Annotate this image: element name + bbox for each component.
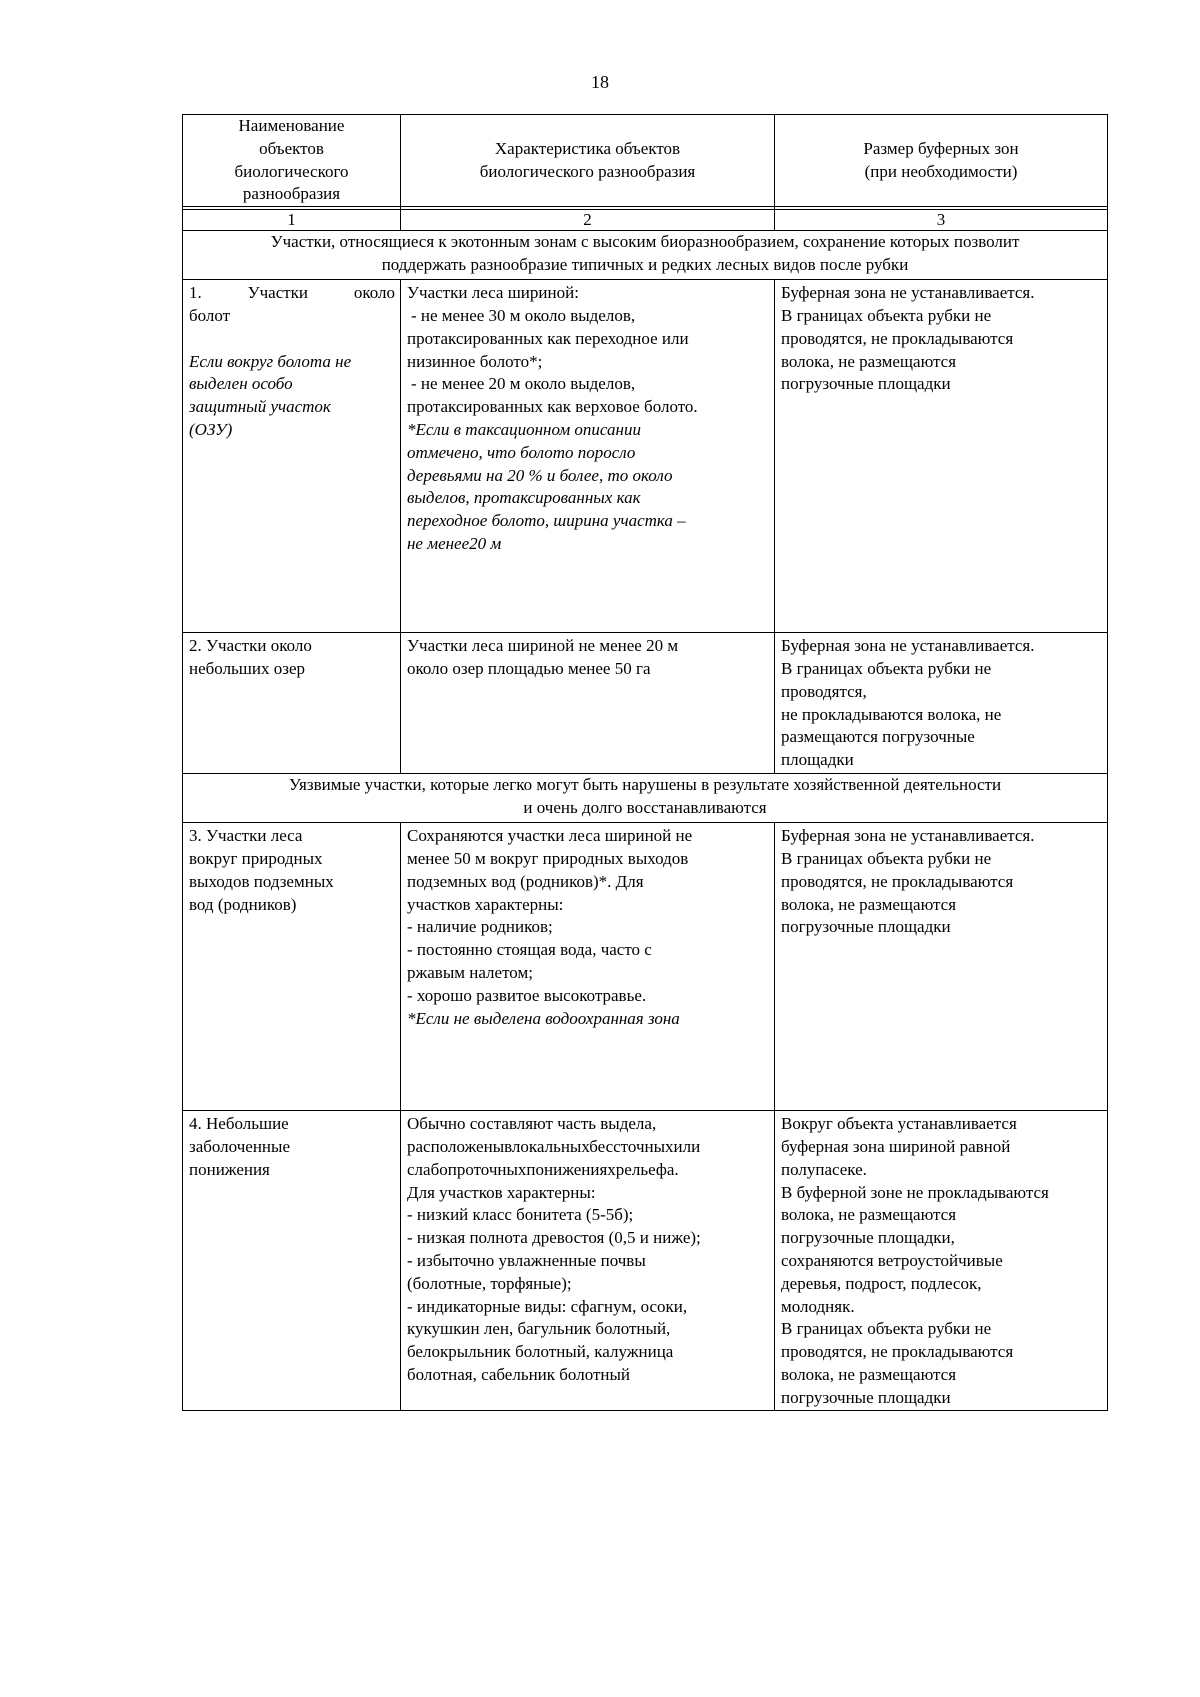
row-buffer-cell: Вокруг объекта устанавливается буферная зона шириной равной полупасеке. В буферной зоне не прокладываются волока, не размещаются погрузочные площадки, сохраняются ветроустойчивые деревья, подрост, подлесок, молодняк. В границах объекта рубки не проводятся, не прокладываются волока, не размещаются погрузочные площадки xyxy=(775,1111,1108,1411)
row-characteristics-cell: Сохраняются участки леса шириной не менее 50 м вокруг природных выходов подземных вод (родников)*. Для участков характерны: - наличие родников; - постоянно стоящая вода, часто с ржавым налетом; - хорошо развитое высокотравье. *Если не выделена водоохранная зона xyxy=(401,823,775,1111)
table-row xyxy=(183,823,1108,1111)
column-number: 2 xyxy=(401,210,775,231)
column-numbers-row xyxy=(183,210,1108,231)
row-name-cell: 2. Участки около небольших озер xyxy=(183,633,401,774)
column-number: 1 xyxy=(183,210,401,231)
table-header-row xyxy=(183,115,1108,207)
row-buffer-cell: Буферная зона не устанавливается. В границах объекта рубки не проводятся, не прокладываются волока, не размещаются погрузочные площадки xyxy=(775,280,1108,633)
page-number: 18 xyxy=(591,72,609,92)
row-characteristics-cell: Участки леса шириной не менее 20 м около озер площадью менее 50 га xyxy=(401,633,775,774)
column-number: 3 xyxy=(775,210,1108,231)
header-characteristics: Характеристика объектов биологического разнообразия xyxy=(401,115,775,207)
biodiversity-table xyxy=(182,114,1108,1411)
section-heading-vulnerable: Уязвимые участки, которые легко могут быть нарушены в результате хозяйственной деятельности и очень долго восстанавливаются xyxy=(183,774,1108,823)
row-name-cell: 1. Участки около болот Если вокруг болота не выделен особо защитный участок (ОЗУ) xyxy=(183,280,401,633)
row-name-cell: 3. Участки леса вокруг природных выходов подземных вод (родников) xyxy=(183,823,401,1111)
table-row xyxy=(183,633,1108,774)
header-buffer-size: Размер буферных зон (при необходимости) xyxy=(775,115,1108,207)
section-heading-ecotone: Участки, относящиеся к экотонным зонам с высоким биоразнообразием, сохранение которых позволит поддержать разнообразие типичных и редких лесных видов после рубки xyxy=(183,231,1108,280)
row-characteristics-cell: Обычно составляют часть выдела, расположенывлокальныхбессточныхили слабопроточныхпониженияхрельефа. Для участков характерны: - низкий класс бонитета (5-5б); - низкая полнота древостоя (0,5 и ниже); - избыточно увлажненные почвы (болотные, торфяные); - индикаторные виды: сфагнум, осоки, кукушкин лен, багульник болотный, белокрыльник болотный, калужница болотная, сабельник болотный xyxy=(401,1111,775,1411)
header-name: Наименование объектов биологического разнообразия xyxy=(183,115,401,207)
row-name-cell: 4. Небольшие заболоченные понижения xyxy=(183,1111,401,1411)
table-row xyxy=(183,280,1108,633)
row-buffer-cell: Буферная зона не устанавливается. В границах объекта рубки не проводятся, не прокладываются волока, не размещаются погрузочные площадки xyxy=(775,823,1108,1111)
row-characteristics-cell: Участки леса шириной: - не менее 30 м около выделов, протаксированных как переходное или низинное болото*; - не менее 20 м около выделов, протаксированных как верховое болото. *Если в таксационном описании отмечено, что болото поросло деревьями на 20 % и более, то около выделов, протаксированных как переходное болото, ширина участка – не менее20 м xyxy=(401,280,775,633)
row-buffer-cell: Буферная зона не устанавливается. В границах объекта рубки не проводятся, не прокладываются волока, не размещаются погрузочные площадки xyxy=(775,633,1108,774)
table-row xyxy=(183,1111,1108,1411)
